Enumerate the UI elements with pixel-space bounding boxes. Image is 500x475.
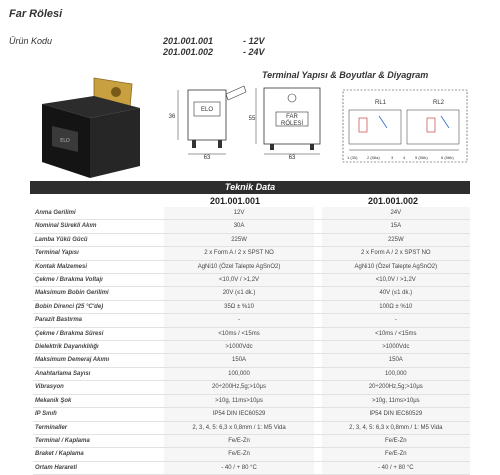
product-voltage: - 12V <box>243 36 265 46</box>
pin-label: 6 (56b) <box>441 155 454 160</box>
spec-value-201-001-001: 2 x Form A / 2 x SPST NO <box>164 247 313 260</box>
spec-value-201-001-002: 150A <box>322 354 470 367</box>
cell-gap <box>314 314 322 327</box>
table-row <box>33 220 470 233</box>
spec-value-201-001-002: 24V <box>322 207 470 220</box>
pin-label: 3 <box>391 155 394 160</box>
dimension-drawing <box>166 80 338 160</box>
diagram-title: Terminal Yapısı & Boyutlar & Diyagram <box>262 70 429 80</box>
product-code-label: Ürün Kodu <box>9 36 53 46</box>
spec-value-201-001-001: 2, 3, 4, 5: 6,3 x 0,8mm / 1: M5 Vida <box>164 421 313 434</box>
spec-value-201-001-002: - 40 / + 80 °C <box>322 461 470 474</box>
spec-label: Çekme / Bırakma Voltajı <box>33 274 164 287</box>
dimension-label: 63 <box>203 155 211 160</box>
relay-photo <box>28 74 158 186</box>
tech-data-header: Teknik Data <box>30 181 470 194</box>
cell-gap <box>314 247 322 260</box>
product-code-row <box>163 36 265 46</box>
dimension-label: 36 <box>168 114 176 120</box>
spec-value-201-001-001: 225W <box>164 233 313 246</box>
drawing-label: ELO <box>200 107 214 113</box>
table-row <box>33 314 470 327</box>
cell-gap <box>314 341 322 354</box>
cell-gap <box>314 448 322 461</box>
relay-label: RL1 <box>375 100 387 106</box>
product-voltage: - 24V <box>243 47 265 57</box>
cell-gap <box>314 300 322 313</box>
spec-value-201-001-002: 100Ω ± %10 <box>322 300 470 313</box>
pin-label: 1 (30) <box>347 155 358 160</box>
spec-label: Terminaller <box>33 421 164 434</box>
spec-value-201-001-001: 150A <box>164 354 313 367</box>
spec-label: Çekme / Bırakma Süresi <box>33 327 164 340</box>
cell-gap <box>314 274 322 287</box>
cell-gap <box>314 287 322 300</box>
spec-value-201-001-002: <10,0V / >1,2V <box>322 274 470 287</box>
spec-value-201-001-002: 15A <box>322 220 470 233</box>
spec-value-201-001-001: 35Ω ± %10 <box>164 300 313 313</box>
spec-value-201-001-002: 20÷200Hz,5g;>10μs <box>322 381 470 394</box>
cell-gap <box>314 381 322 394</box>
spec-label: Anahtarlama Sayısı <box>33 367 164 380</box>
product-code: 201.001.001 <box>163 36 214 46</box>
spec-value-201-001-002: <10ms / <15ms <box>322 327 470 340</box>
spec-value-201-001-001: 30A <box>164 220 313 233</box>
pin-label: 5 (56b) <box>415 155 428 160</box>
spec-value-201-001-002: 2, 3, 4, 5: 6,3 x 0,8mm / 1: M5 Vida <box>322 421 470 434</box>
spec-label: Ortam Harareti <box>33 461 164 474</box>
spec-value-201-001-001: 20÷200Hz,5g;>10μs <box>164 381 313 394</box>
spec-table <box>33 207 470 475</box>
spec-value-201-001-002: >1000Vdc <box>322 341 470 354</box>
table-row <box>33 434 470 447</box>
drawing-label: RÖLESİ <box>280 121 304 127</box>
spec-value-201-001-002: Fe/E-Zn <box>322 448 470 461</box>
table-row <box>33 448 470 461</box>
spec-label: Mekanik Şok <box>33 394 164 407</box>
table-row <box>33 327 470 340</box>
spec-value-201-001-001: Fe/E-Zn <box>164 448 313 461</box>
spec-label: Nominal Sürekli Akım <box>33 220 164 233</box>
spec-value-201-001-002: IP54 DIN IEC60529 <box>322 408 470 421</box>
drawing-label: FAR <box>286 114 298 120</box>
table-row <box>33 354 470 367</box>
product-code-row <box>163 47 265 57</box>
column-header: 201.001.002 <box>367 196 419 206</box>
spec-value-201-001-001: <10ms / <15ms <box>164 327 313 340</box>
spec-value-201-001-002: - <box>322 314 470 327</box>
spec-label: Lamba Yükü Gücü <box>33 233 164 246</box>
cell-gap <box>314 367 322 380</box>
spec-label: Dielektrik Dayanıklılığı <box>33 341 164 354</box>
table-row <box>33 367 470 380</box>
pin-label: 2 (56a) <box>367 155 380 160</box>
dimension-label: 55 <box>248 116 256 122</box>
cell-gap <box>314 421 322 434</box>
spec-label: Terminal / Kaplama <box>33 434 164 447</box>
table-row <box>33 408 470 421</box>
column-header: 201.001.001 <box>209 196 261 206</box>
spec-value-201-001-002: AgNi10 (Özel Talepte AgSnO2) <box>322 260 470 273</box>
spec-label: Braket / Kaplama <box>33 448 164 461</box>
spec-value-201-001-001: - <box>164 314 313 327</box>
pin-label: 4 <box>403 155 406 160</box>
table-row <box>33 381 470 394</box>
spec-label: Anma Gerilimi <box>33 207 164 220</box>
circuit-schematic <box>341 88 471 166</box>
table-row <box>33 274 470 287</box>
spec-value-201-001-001: <10,0V / >1,2V <box>164 274 313 287</box>
spec-value-201-001-001: IP54 DIN IEC60529 <box>164 408 313 421</box>
spec-value-201-001-002: 225W <box>322 233 470 246</box>
spec-label: Parazit Bastırma <box>33 314 164 327</box>
dimension-label: 63 <box>288 155 296 160</box>
product-code: 201.001.002 <box>163 47 214 57</box>
cell-gap <box>314 327 322 340</box>
spec-value-201-001-002: Fe/E-Zn <box>322 434 470 447</box>
spec-value-201-001-002: 40V (≤1 dk.) <box>322 287 470 300</box>
spec-value-201-001-001: >10g, 11ms>10μs <box>164 394 313 407</box>
table-row <box>33 300 470 313</box>
spec-label: Vibrasyon <box>33 381 164 394</box>
table-row <box>33 341 470 354</box>
cell-gap <box>314 394 322 407</box>
table-row <box>33 247 470 260</box>
table-row <box>33 233 470 246</box>
spec-value-201-001-002: >10g, 11ms>10μs <box>322 394 470 407</box>
spec-label: IP Sınıfı <box>33 408 164 421</box>
table-row <box>33 394 470 407</box>
relay-label: RL2 <box>433 100 445 106</box>
spec-value-201-001-001: 100,000 <box>164 367 313 380</box>
page-title: Far Rölesi <box>9 8 63 20</box>
spec-value-201-001-001: - 40 / + 80 °C <box>164 461 313 474</box>
spec-label: Maksimum Bobin Gerilimi <box>33 287 164 300</box>
cell-gap <box>314 434 322 447</box>
cell-gap <box>314 408 322 421</box>
spec-value-201-001-002: 100,000 <box>322 367 470 380</box>
spec-label: Terminal Yapısı <box>33 247 164 260</box>
table-row <box>33 260 470 273</box>
table-row <box>33 421 470 434</box>
cell-gap <box>314 207 322 220</box>
table-row <box>33 207 470 220</box>
cell-gap <box>314 220 322 233</box>
spec-value-201-001-001: 12V <box>164 207 313 220</box>
spec-label: Kontak Malzemesi <box>33 260 164 273</box>
spec-value-201-001-001: AgNi10 (Özel Talepte AgSnO2) <box>164 260 313 273</box>
cell-gap <box>314 354 322 367</box>
cell-gap <box>314 233 322 246</box>
table-row <box>33 287 470 300</box>
spec-value-201-001-002: 2 x Form A / 2 x SPST NO <box>322 247 470 260</box>
spec-value-201-001-001: 20V (≤1 dk.) <box>164 287 313 300</box>
cell-gap <box>314 260 322 273</box>
spec-label: Bobin Direnci (25 °C'de) <box>33 300 164 313</box>
spec-label: Maksimum Demeraj Akımı <box>33 354 164 367</box>
spec-value-201-001-001: >1000Vdc <box>164 341 313 354</box>
svg-text:ELO: ELO <box>60 138 70 144</box>
spec-value-201-001-001: Fe/E-Zn <box>164 434 313 447</box>
